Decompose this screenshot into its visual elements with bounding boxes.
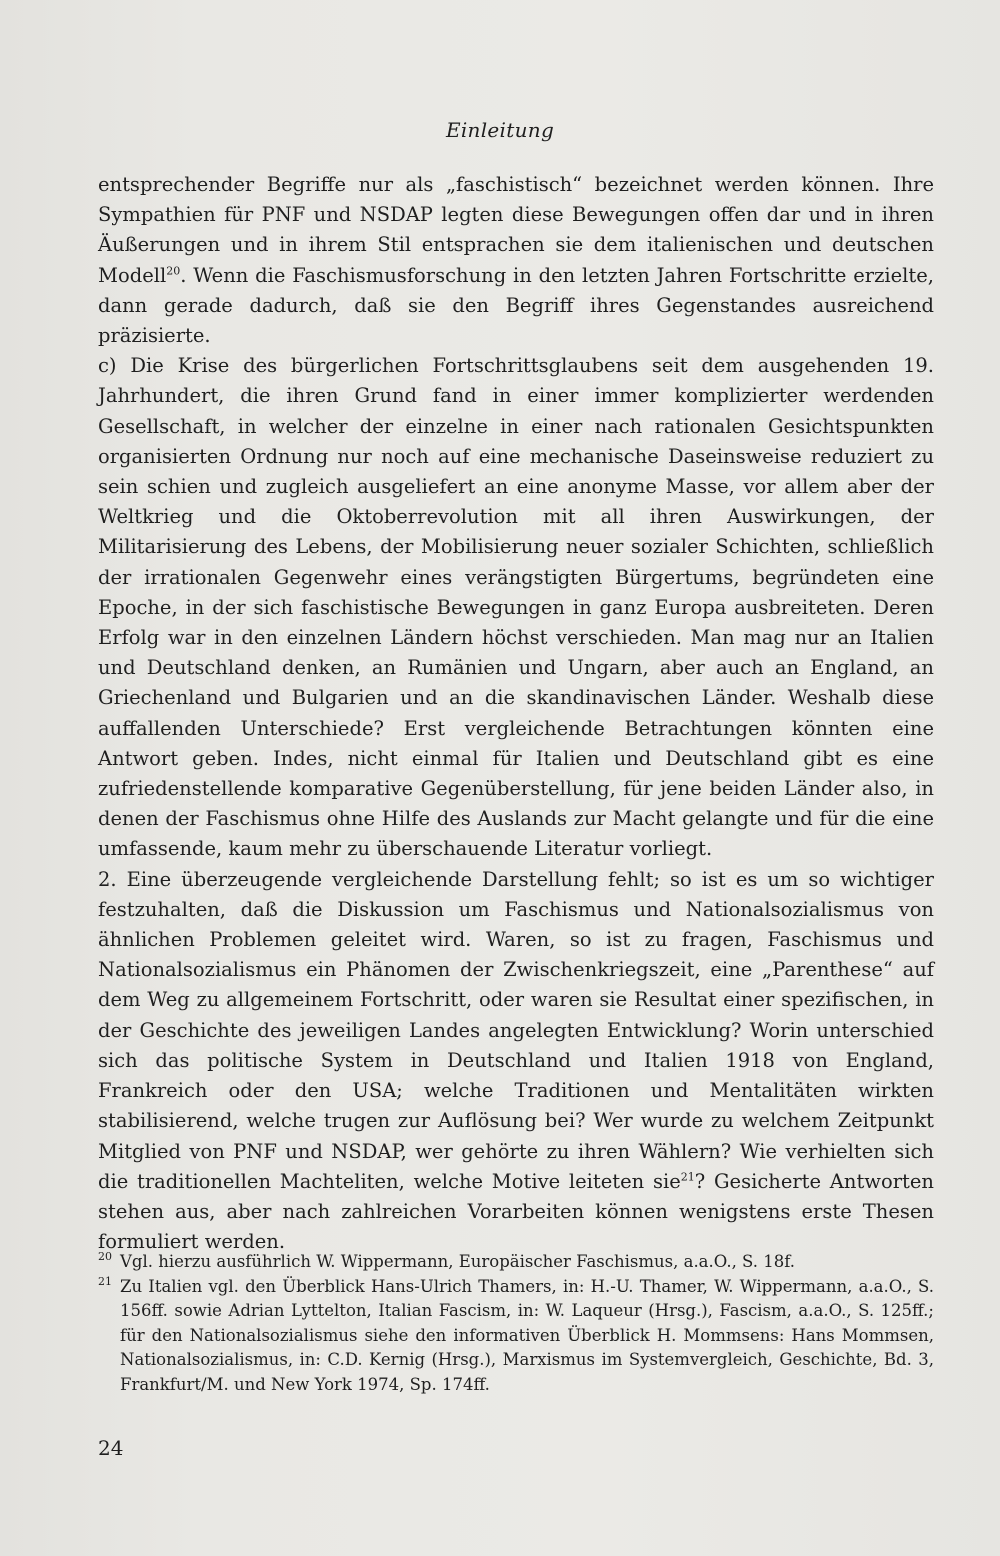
text-segment: ? Gesicherte Antworten stehen aus, aber nach zahlreichen Vorarbeiten können wenigstens erste Thesen formuliert werden.: [98, 1169, 934, 1254]
text-segment: 2. Eine überzeugende vergleichende Darstellung fehlt; so ist es um so wichtiger festzuhalten, daß die Diskussion um Faschismus und Nationalsozialismus von ähnlichen Problemen geleitet wird. Waren, so ist zu fragen, Faschismus und Nationalsozialismus ein Phänomen der Zwischenkriegszeit, eine „Parenthese“ auf dem Weg zu allgemeinem Fortschritt, oder waren sie Resultat einer spezifischen, in der Geschichte des jeweiligen Landes angelegten Entwicklung? Worin unterschied sich das politische System in Deutschland und Italien 1918 von England, Frankreich oder den USA; welche Traditionen und Mentalitäten wirkten stabilisierend, welche trugen zur Auflösung bei? Wer wurde zu welchem Zeitpunkt Mitglied von PNF und NSDAP, wer gehörte zu ihren Wählern? Wie verhielten sich die traditionellen Machteliten, welche Motive leiteten sie: [98, 867, 934, 1193]
text-segment: . Wenn die Faschismusforschung in den letzten Jahren Fortschritte erzielte, dann gerade dadurch, daß sie den Begriff ihres Gegenstandes ausreichend präzisierte.: [98, 263, 934, 348]
paragraph-continuation: [98, 170, 934, 351]
paragraph-2: [98, 865, 934, 1258]
footnote: [98, 1275, 934, 1398]
text-segment: entsprechender Begriffe nur als „faschistisch“ bezeichnet werden können. Ihre Sympathien für PNF und NSDAP legten diese Bewegungen offen dar und in ihren Äußerungen und in ihrem Stil entsprachen sie dem italienischen und deutschen Modell: [98, 173, 934, 287]
footnote: [98, 1250, 934, 1275]
footnote-text: Zu Italien vgl. den Überblick Hans-Ulrich Thamers, in: H.-U. Thamer, W. Wippermann, a.a.O., S. 156ff. sowie Adrian Lyttelton, Italian Fascism, in: W. Laqueur (Hrsg.), Fascism, a.a.O., S. 125ff.; für den Nationalsozialismus siehe den informativen Überblick H. Mommsens: Hans Mommsen, Nationalsozialismus, in: C.D. Kernig (Hrsg.), Marxismus im Systemvergleich, Geschichte, Bd. 3, Frankfurt/M. und New York 1974, Sp. 174ff.: [120, 1276, 934, 1394]
footnote-number: 20: [98, 1250, 112, 1263]
footnote-reference: 20: [166, 264, 181, 278]
page-number: 24: [98, 1436, 124, 1460]
footnotes: [98, 1250, 934, 1397]
footnote-number: 21: [98, 1274, 112, 1288]
running-head: Einleitung: [445, 118, 555, 142]
footnote-text: Vgl. hierzu ausführlich W. Wippermann, Europäischer Faschismus, a.a.O., S. 18f.: [120, 1252, 796, 1271]
text-segment: c) Die Krise des bürgerlichen Fortschrittsglaubens seit dem ausgehenden 19. Jahrhundert, die ihren Grund fand in einer immer komplizierter werdenden Gesellschaft, in welcher der einzelne in einer nach rationalen Gesichtspunkten organisierten Ordnung nur noch auf eine mechanische Daseinsweise reduziert zu sein schien und zugleich ausgeliefert an eine anonyme Masse, vor allem aber der Weltkrieg und die Oktoberrevolution mit all ihren Auswirkungen, der Militarisierung des Lebens, der Mobilisierung neuer sozialer Schichten, schließlich der irrationalen Gegenwehr eines verängstigten Bürgertums, begründeten eine Epoche, in der sich faschistische Bewegungen in ganz Europa ausbreiteten. Deren Erfolg war in den einzelnen Ländern höchst verschieden. Man mag nur an Italien und Deutschland denken, an Rumänien und Ungarn, aber auch an England, an Griechenland und Bulgarien und an die skandinavischen Länder. Weshalb diese auffallenden Unterschiede? Erst vergleichende Betrachtungen könnten eine Antwort geben. Indes, nicht einmal für Italien und Deutschland gibt es eine zufriedenstellende komparative Gegenüberstellung, für jene beiden Länder also, in denen der Faschismus ohne Hilfe des Auslands zur Macht gelangte und für die eine umfassende, kaum mehr zu überschauende Literatur vorliegt.: [98, 354, 934, 861]
body-text: [98, 170, 934, 1257]
paragraph-c: [98, 351, 934, 864]
footnote-reference: 21: [680, 1170, 695, 1184]
